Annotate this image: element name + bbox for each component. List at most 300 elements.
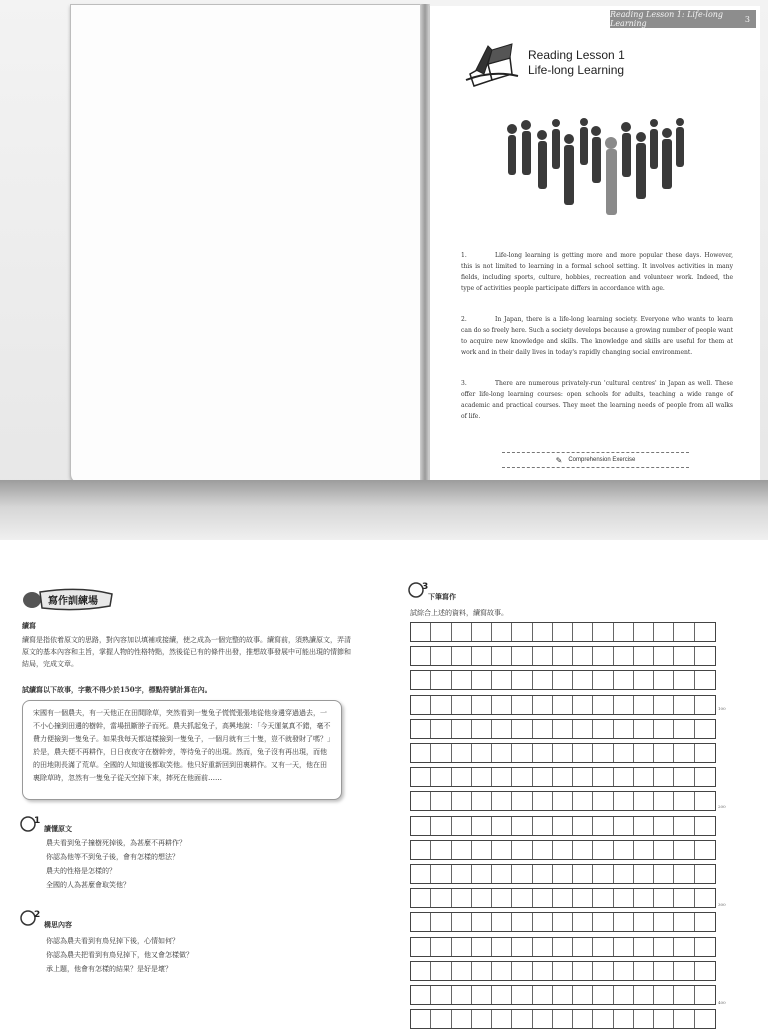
grid-cell[interactable] — [512, 841, 532, 859]
grid-cell[interactable] — [573, 986, 593, 1004]
grid-cell[interactable] — [553, 792, 573, 810]
grid-cell[interactable] — [573, 647, 593, 665]
grid-cell[interactable] — [533, 817, 553, 835]
grid-cell[interactable] — [634, 865, 654, 883]
grid-cell[interactable] — [512, 623, 532, 641]
grid-cell[interactable] — [573, 792, 593, 810]
grid-cell[interactable] — [452, 817, 472, 835]
grid-cell[interactable] — [573, 817, 593, 835]
grid-cell[interactable] — [654, 817, 674, 835]
grid-cell[interactable] — [654, 913, 674, 931]
grid-cell[interactable] — [614, 720, 634, 738]
grid-cell[interactable] — [654, 1010, 674, 1028]
grid-cell[interactable] — [674, 865, 694, 883]
grid-cell[interactable] — [452, 623, 472, 641]
intro-text: 續寫是指依着原文的思路，對內容加以填補或接續，使之成為一個完整的故事。續寫前，須熟讀原文，弄清原文的基本內容和主旨，掌握人物的性格特點，然後從已有的條件出發，推想故事發展中可能出現的情節和結局，完成文章。 — [22, 636, 351, 668]
grid-cell[interactable] — [492, 720, 512, 738]
grid-row[interactable] — [410, 622, 716, 642]
grid-cell[interactable] — [472, 889, 492, 907]
grid-cell[interactable] — [533, 889, 553, 907]
grid-cell[interactable] — [573, 841, 593, 859]
grid-cell[interactable] — [593, 986, 613, 1004]
grid-cell[interactable] — [411, 671, 431, 689]
grid-cell[interactable] — [492, 671, 512, 689]
grid-cell[interactable] — [411, 913, 431, 931]
grid-cell[interactable] — [593, 647, 613, 665]
grid-row[interactable] — [410, 985, 716, 1005]
grid-cell[interactable] — [695, 768, 715, 786]
grid-cell[interactable] — [634, 744, 654, 762]
grid-cell[interactable] — [512, 792, 532, 810]
grid-cell[interactable] — [512, 720, 532, 738]
grid-cell[interactable] — [614, 744, 634, 762]
grid-cell[interactable] — [614, 768, 634, 786]
grid-cell[interactable] — [452, 865, 472, 883]
section-2-number: 2 — [34, 910, 41, 920]
grid-cell[interactable] — [512, 889, 532, 907]
grid-cell[interactable] — [512, 913, 532, 931]
grid-cell[interactable] — [593, 889, 613, 907]
grid-cell[interactable] — [533, 623, 553, 641]
grid-cell[interactable] — [634, 623, 654, 641]
grid-cell[interactable] — [452, 671, 472, 689]
grid-cell[interactable] — [654, 889, 674, 907]
grid-cell[interactable] — [573, 938, 593, 956]
grid-cell[interactable] — [492, 986, 512, 1004]
grid-cell[interactable] — [695, 841, 715, 859]
section-1-title: 讀懂原文 — [44, 824, 72, 833]
grid-cell[interactable] — [654, 768, 674, 786]
grid-cell[interactable] — [472, 817, 492, 835]
grid-row[interactable] — [410, 791, 716, 811]
grid-cell[interactable] — [431, 865, 451, 883]
open-book-icon — [462, 40, 522, 88]
grid-row[interactable] — [410, 743, 716, 763]
running-header — [610, 10, 756, 28]
grid-cell[interactable] — [593, 962, 613, 980]
grid-cell[interactable] — [533, 841, 553, 859]
grid-cell[interactable] — [674, 938, 694, 956]
grid-cell[interactable] — [614, 865, 634, 883]
grid-cell[interactable] — [654, 671, 674, 689]
grid-cell[interactable] — [411, 1010, 431, 1028]
grid-cell[interactable] — [634, 962, 654, 980]
grid-cell[interactable] — [452, 841, 472, 859]
grid-cell[interactable] — [492, 938, 512, 956]
grid-cell[interactable] — [472, 865, 492, 883]
grid-cell[interactable] — [411, 744, 431, 762]
grid-cell[interactable] — [472, 938, 492, 956]
grid-cell[interactable] — [593, 744, 613, 762]
section-2-questions — [46, 934, 193, 976]
grid-cell[interactable] — [634, 889, 654, 907]
grid-cell[interactable] — [411, 841, 431, 859]
grid-cell[interactable] — [674, 962, 694, 980]
grid-row[interactable] — [410, 767, 716, 787]
grid-cell[interactable] — [573, 889, 593, 907]
grid-cell[interactable] — [573, 768, 593, 786]
grid-cell[interactable] — [553, 889, 573, 907]
grid-cell[interactable] — [573, 865, 593, 883]
grid-row[interactable] — [410, 695, 716, 715]
grid-cell[interactable] — [674, 841, 694, 859]
grid-cell[interactable] — [533, 986, 553, 1004]
grid-row[interactable] — [410, 816, 716, 836]
grid-cell[interactable] — [431, 623, 451, 641]
grid-cell[interactable] — [512, 986, 532, 1004]
grid-cell[interactable] — [654, 865, 674, 883]
grid-cell[interactable] — [492, 889, 512, 907]
grid-cell[interactable] — [492, 913, 512, 931]
grid-cell[interactable] — [492, 792, 512, 810]
grid-cell[interactable] — [431, 792, 451, 810]
grid-cell[interactable] — [634, 696, 654, 714]
grid-cell[interactable] — [553, 841, 573, 859]
grid-row[interactable] — [410, 937, 716, 957]
grid-row[interactable] — [410, 961, 716, 981]
grid-cell[interactable] — [674, 696, 694, 714]
grid-cell[interactable] — [553, 913, 573, 931]
grid-cell[interactable] — [614, 792, 634, 810]
grid-cell[interactable] — [674, 817, 694, 835]
question-item: 農夫的性格是怎樣的？ — [46, 867, 116, 875]
grid-cell[interactable] — [634, 792, 654, 810]
grid-cell[interactable] — [452, 792, 472, 810]
grid-cell[interactable] — [452, 696, 472, 714]
grid-cell[interactable] — [452, 962, 472, 980]
grid-cell[interactable] — [411, 792, 431, 810]
grid-cell[interactable] — [411, 696, 431, 714]
grid-cell[interactable] — [695, 696, 715, 714]
grid-cell[interactable] — [634, 671, 654, 689]
grid-cell[interactable] — [452, 986, 472, 1004]
grid-cell[interactable] — [654, 696, 674, 714]
grid-cell[interactable] — [533, 696, 553, 714]
grid-cell[interactable] — [573, 671, 593, 689]
grid-cell[interactable] — [431, 913, 451, 931]
grid-cell[interactable] — [452, 720, 472, 738]
grid-cell[interactable] — [674, 768, 694, 786]
grid-cell[interactable] — [533, 1010, 553, 1028]
grid-cell[interactable] — [492, 744, 512, 762]
grid-cell[interactable] — [695, 817, 715, 835]
grid-cell[interactable] — [614, 938, 634, 956]
grid-cell[interactable] — [411, 623, 431, 641]
grid-cell[interactable] — [674, 986, 694, 1004]
grid-cell[interactable] — [431, 768, 451, 786]
grid-cell[interactable] — [492, 623, 512, 641]
grid-cell[interactable] — [512, 768, 532, 786]
grid-cell[interactable] — [573, 623, 593, 641]
exercise-label: Comprehension Exercise — [568, 457, 636, 463]
grid-cell[interactable] — [654, 986, 674, 1004]
paragraph-2 — [461, 314, 733, 358]
grid-cell[interactable] — [695, 889, 715, 907]
grid-cell[interactable] — [634, 1010, 654, 1028]
grid-cell[interactable] — [472, 744, 492, 762]
grid-cell[interactable] — [695, 962, 715, 980]
grid-cell[interactable] — [593, 1010, 613, 1028]
grid-cell[interactable] — [472, 696, 492, 714]
grid-cell[interactable] — [452, 889, 472, 907]
grid-cell[interactable] — [553, 962, 573, 980]
grid-cell[interactable] — [452, 938, 472, 956]
grid-cell[interactable] — [573, 720, 593, 738]
grid-cell[interactable] — [654, 647, 674, 665]
grid-cell[interactable] — [695, 671, 715, 689]
grid-cell[interactable] — [614, 841, 634, 859]
grid-cell[interactable] — [411, 647, 431, 665]
grid-cell[interactable] — [614, 647, 634, 665]
grid-cell[interactable] — [695, 647, 715, 665]
grid-cell[interactable] — [614, 671, 634, 689]
grid-cell[interactable] — [492, 962, 512, 980]
grid-row[interactable] — [410, 646, 716, 666]
grid-cell[interactable] — [492, 817, 512, 835]
grid-cell[interactable] — [533, 913, 553, 931]
grid-cell[interactable] — [553, 696, 573, 714]
grid-cell[interactable] — [674, 792, 694, 810]
grid-cell[interactable] — [452, 1010, 472, 1028]
grid-cell[interactable] — [695, 744, 715, 762]
grid-cell[interactable] — [472, 1010, 492, 1028]
grid-cell[interactable] — [593, 768, 613, 786]
paragraph-text: Life-long learning is getting more and more popular these days. However, this is not limited to learning in a formal school setting. It involves activities in many fields, including sports, culture, hobbies, recreation and volunteer work. Indeed, the type of activities people participate differs in accordance with age. — [461, 252, 733, 292]
grid-cell[interactable] — [492, 647, 512, 665]
grid-cell[interactable] — [614, 696, 634, 714]
grid-cell[interactable] — [614, 913, 634, 931]
grid-cell[interactable] — [593, 865, 613, 883]
grid-cell[interactable] — [533, 938, 553, 956]
grid-cell[interactable] — [553, 865, 573, 883]
grid-cell[interactable] — [593, 792, 613, 810]
grid-cell[interactable] — [533, 768, 553, 786]
grid-cell[interactable] — [695, 1010, 715, 1028]
grid-cell[interactable] — [593, 938, 613, 956]
grid-cell[interactable] — [593, 671, 613, 689]
grid-cell[interactable] — [674, 623, 694, 641]
grid-cell[interactable] — [431, 938, 451, 956]
grid-cell[interactable] — [573, 962, 593, 980]
section-2-title: 構思內容 — [44, 920, 72, 929]
grid-cell[interactable] — [533, 671, 553, 689]
grid-cell[interactable] — [492, 841, 512, 859]
grid-cell[interactable] — [512, 671, 532, 689]
grid-cell[interactable] — [512, 865, 532, 883]
grid-cell[interactable] — [431, 817, 451, 835]
task-text: 試續寫以下故事，字數不得少於150字，標點符號計算在內。 — [22, 685, 212, 694]
grid-cell[interactable] — [411, 962, 431, 980]
grid-row[interactable] — [410, 840, 716, 860]
question-item: 你認為農夫把看到有鳥兒掉下，他又會怎樣做？ — [46, 951, 193, 959]
grid-cell[interactable] — [695, 986, 715, 1004]
grid-cell[interactable] — [472, 986, 492, 1004]
grid-cell[interactable] — [695, 938, 715, 956]
grid-cell[interactable] — [674, 744, 694, 762]
grid-cell[interactable] — [674, 647, 694, 665]
grid-cell[interactable] — [553, 647, 573, 665]
grid-cell[interactable] — [695, 865, 715, 883]
comprehension-exercise-link[interactable] — [502, 452, 689, 468]
grid-cell[interactable] — [654, 623, 674, 641]
section-3-number: 3 — [422, 582, 429, 592]
grid-cell[interactable] — [512, 647, 532, 665]
grid-cell[interactable] — [452, 768, 472, 786]
grid-cell[interactable] — [695, 720, 715, 738]
grid-cell[interactable] — [553, 720, 573, 738]
page-edge-shadow — [0, 480, 768, 540]
crowd-illustration — [500, 115, 690, 230]
grid-cell[interactable] — [654, 744, 674, 762]
grid-cell[interactable] — [411, 768, 431, 786]
grid-cell[interactable] — [553, 1010, 573, 1028]
grid-cell[interactable] — [411, 817, 431, 835]
grid-cell[interactable] — [654, 841, 674, 859]
grid-cell[interactable] — [634, 913, 654, 931]
grid-cell[interactable] — [492, 696, 512, 714]
grid-cell[interactable] — [674, 720, 694, 738]
grid-cell[interactable] — [614, 889, 634, 907]
grid-cell[interactable] — [431, 647, 451, 665]
grid-cell[interactable] — [452, 744, 472, 762]
grid-row[interactable] — [410, 864, 716, 884]
grid-cell[interactable] — [512, 938, 532, 956]
grid-cell[interactable] — [553, 938, 573, 956]
lesson-title-line2: Life-long Learning — [528, 63, 625, 77]
grid-cell[interactable] — [573, 696, 593, 714]
grid-cell[interactable] — [695, 913, 715, 931]
section-2-icon — [20, 908, 42, 926]
grid-cell[interactable] — [431, 889, 451, 907]
grid-cell[interactable] — [593, 841, 613, 859]
grid-row[interactable] — [410, 912, 716, 932]
grid-row[interactable] — [410, 670, 716, 690]
grid-cell[interactable] — [472, 792, 492, 810]
grid-cell[interactable] — [533, 744, 553, 762]
grid-cell[interactable] — [634, 720, 654, 738]
grid-cell[interactable] — [452, 913, 472, 931]
grid-cell[interactable] — [614, 962, 634, 980]
grid-cell[interactable] — [654, 962, 674, 980]
paragraph-1 — [461, 250, 733, 294]
grid-cell[interactable] — [634, 768, 654, 786]
grid-cell[interactable] — [674, 1010, 694, 1028]
grid-cell[interactable] — [533, 792, 553, 810]
grid-cell[interactable] — [411, 938, 431, 956]
grid-cell[interactable] — [654, 792, 674, 810]
grid-cell[interactable] — [492, 768, 512, 786]
grid-cell[interactable] — [634, 986, 654, 1004]
grid-cell[interactable] — [472, 671, 492, 689]
grid-cell[interactable] — [614, 623, 634, 641]
grid-cell[interactable] — [614, 986, 634, 1004]
grid-cell[interactable] — [533, 865, 553, 883]
grid-row[interactable] — [410, 888, 716, 908]
grid-cell[interactable] — [553, 986, 573, 1004]
grid-cell[interactable] — [674, 671, 694, 689]
grid-cell[interactable] — [492, 1010, 512, 1028]
grid-cell[interactable] — [695, 792, 715, 810]
grid-cell[interactable] — [431, 986, 451, 1004]
grid-cell[interactable] — [634, 817, 654, 835]
grid-cell[interactable] — [593, 817, 613, 835]
section-1-icon — [20, 814, 42, 832]
grid-cell[interactable] — [553, 623, 573, 641]
grid-cell[interactable] — [431, 696, 451, 714]
grid-cell[interactable] — [512, 962, 532, 980]
grid-cell[interactable] — [614, 817, 634, 835]
grid-cell[interactable] — [472, 768, 492, 786]
grid-cell[interactable] — [553, 817, 573, 835]
grid-cell[interactable] — [512, 817, 532, 835]
grid-cell[interactable] — [573, 1010, 593, 1028]
grid-cell[interactable] — [553, 744, 573, 762]
grid-cell[interactable] — [553, 671, 573, 689]
grid-cell[interactable] — [472, 623, 492, 641]
grid-cell[interactable] — [472, 913, 492, 931]
grid-cell[interactable] — [512, 696, 532, 714]
grid-cell[interactable] — [695, 623, 715, 641]
grid-cell[interactable] — [573, 744, 593, 762]
grid-cell[interactable] — [472, 647, 492, 665]
grid-cell[interactable] — [533, 647, 553, 665]
grid-cell[interactable] — [431, 841, 451, 859]
grid-cell[interactable] — [533, 720, 553, 738]
grid-cell[interactable] — [674, 889, 694, 907]
grid-cell[interactable] — [431, 1010, 451, 1028]
grid-cell[interactable] — [472, 962, 492, 980]
grid-cell[interactable] — [654, 938, 674, 956]
grid-row[interactable] — [410, 719, 716, 739]
grid-cell[interactable] — [593, 623, 613, 641]
grid-cell[interactable] — [654, 720, 674, 738]
grid-row[interactable] — [410, 1009, 716, 1029]
grid-cell[interactable] — [431, 720, 451, 738]
grid-cell[interactable] — [431, 962, 451, 980]
section-1-number: 1 — [34, 816, 41, 826]
paragraph-number: 1. — [461, 252, 467, 259]
grid-cell[interactable] — [411, 889, 431, 907]
grid-cell[interactable] — [431, 671, 451, 689]
subheading: 續寫 — [22, 621, 36, 630]
grid-cell[interactable] — [512, 744, 532, 762]
grid-cell[interactable] — [634, 647, 654, 665]
grid-cell[interactable] — [452, 647, 472, 665]
question-item: 你認為他等不到兔子後，會有怎樣的想法？ — [46, 853, 179, 861]
story-text: 宋國有一個農夫，有一天他正在田間除草，突然看到一隻兔子慌慌張張地從他身邊穿過過去，一不小心撞到田邊的樹幹，當場扭斷脖子而死。農夫抓起兔子，高興地說：「今天運氣真不錯，毫不費力便撿到一隻兔子。如果我每天都這樣撿到一隻兔子，一個月就有三十隻，豈不就發財了嗎？」於是，農夫便不再耕作，日日夜夜守在樹幹旁，等待兔子的出現。然而，兔子沒有再出現，而他的田地則長滿了荒草。全國的人知道後都取笑他。他只好重新回到田裏耕作。又有一天，他在田裏除草時，忽然有一隻兔子從天空掉下來，摔死在他面前…… — [33, 709, 331, 782]
grid-cell[interactable] — [614, 1010, 634, 1028]
grid-cell[interactable] — [593, 913, 613, 931]
grid-cell[interactable] — [674, 913, 694, 931]
grid-cell[interactable] — [634, 938, 654, 956]
grid-cell[interactable] — [472, 841, 492, 859]
question-item: 你認為農夫看到有鳥兒掉下後，心情如何？ — [46, 937, 179, 945]
grid-cell[interactable] — [593, 720, 613, 738]
grid-count-mark: 200 — [718, 804, 726, 809]
grid-cell[interactable] — [573, 913, 593, 931]
grid-cell[interactable] — [634, 841, 654, 859]
grid-cell[interactable] — [553, 768, 573, 786]
grid-cell[interactable] — [512, 1010, 532, 1028]
grid-cell[interactable] — [411, 986, 431, 1004]
grid-cell[interactable] — [411, 720, 431, 738]
grid-cell[interactable] — [431, 744, 451, 762]
grid-cell[interactable] — [533, 962, 553, 980]
grid-cell[interactable] — [472, 720, 492, 738]
grid-cell[interactable] — [492, 865, 512, 883]
grid-cell[interactable] — [593, 696, 613, 714]
grid-cell[interactable] — [411, 865, 431, 883]
